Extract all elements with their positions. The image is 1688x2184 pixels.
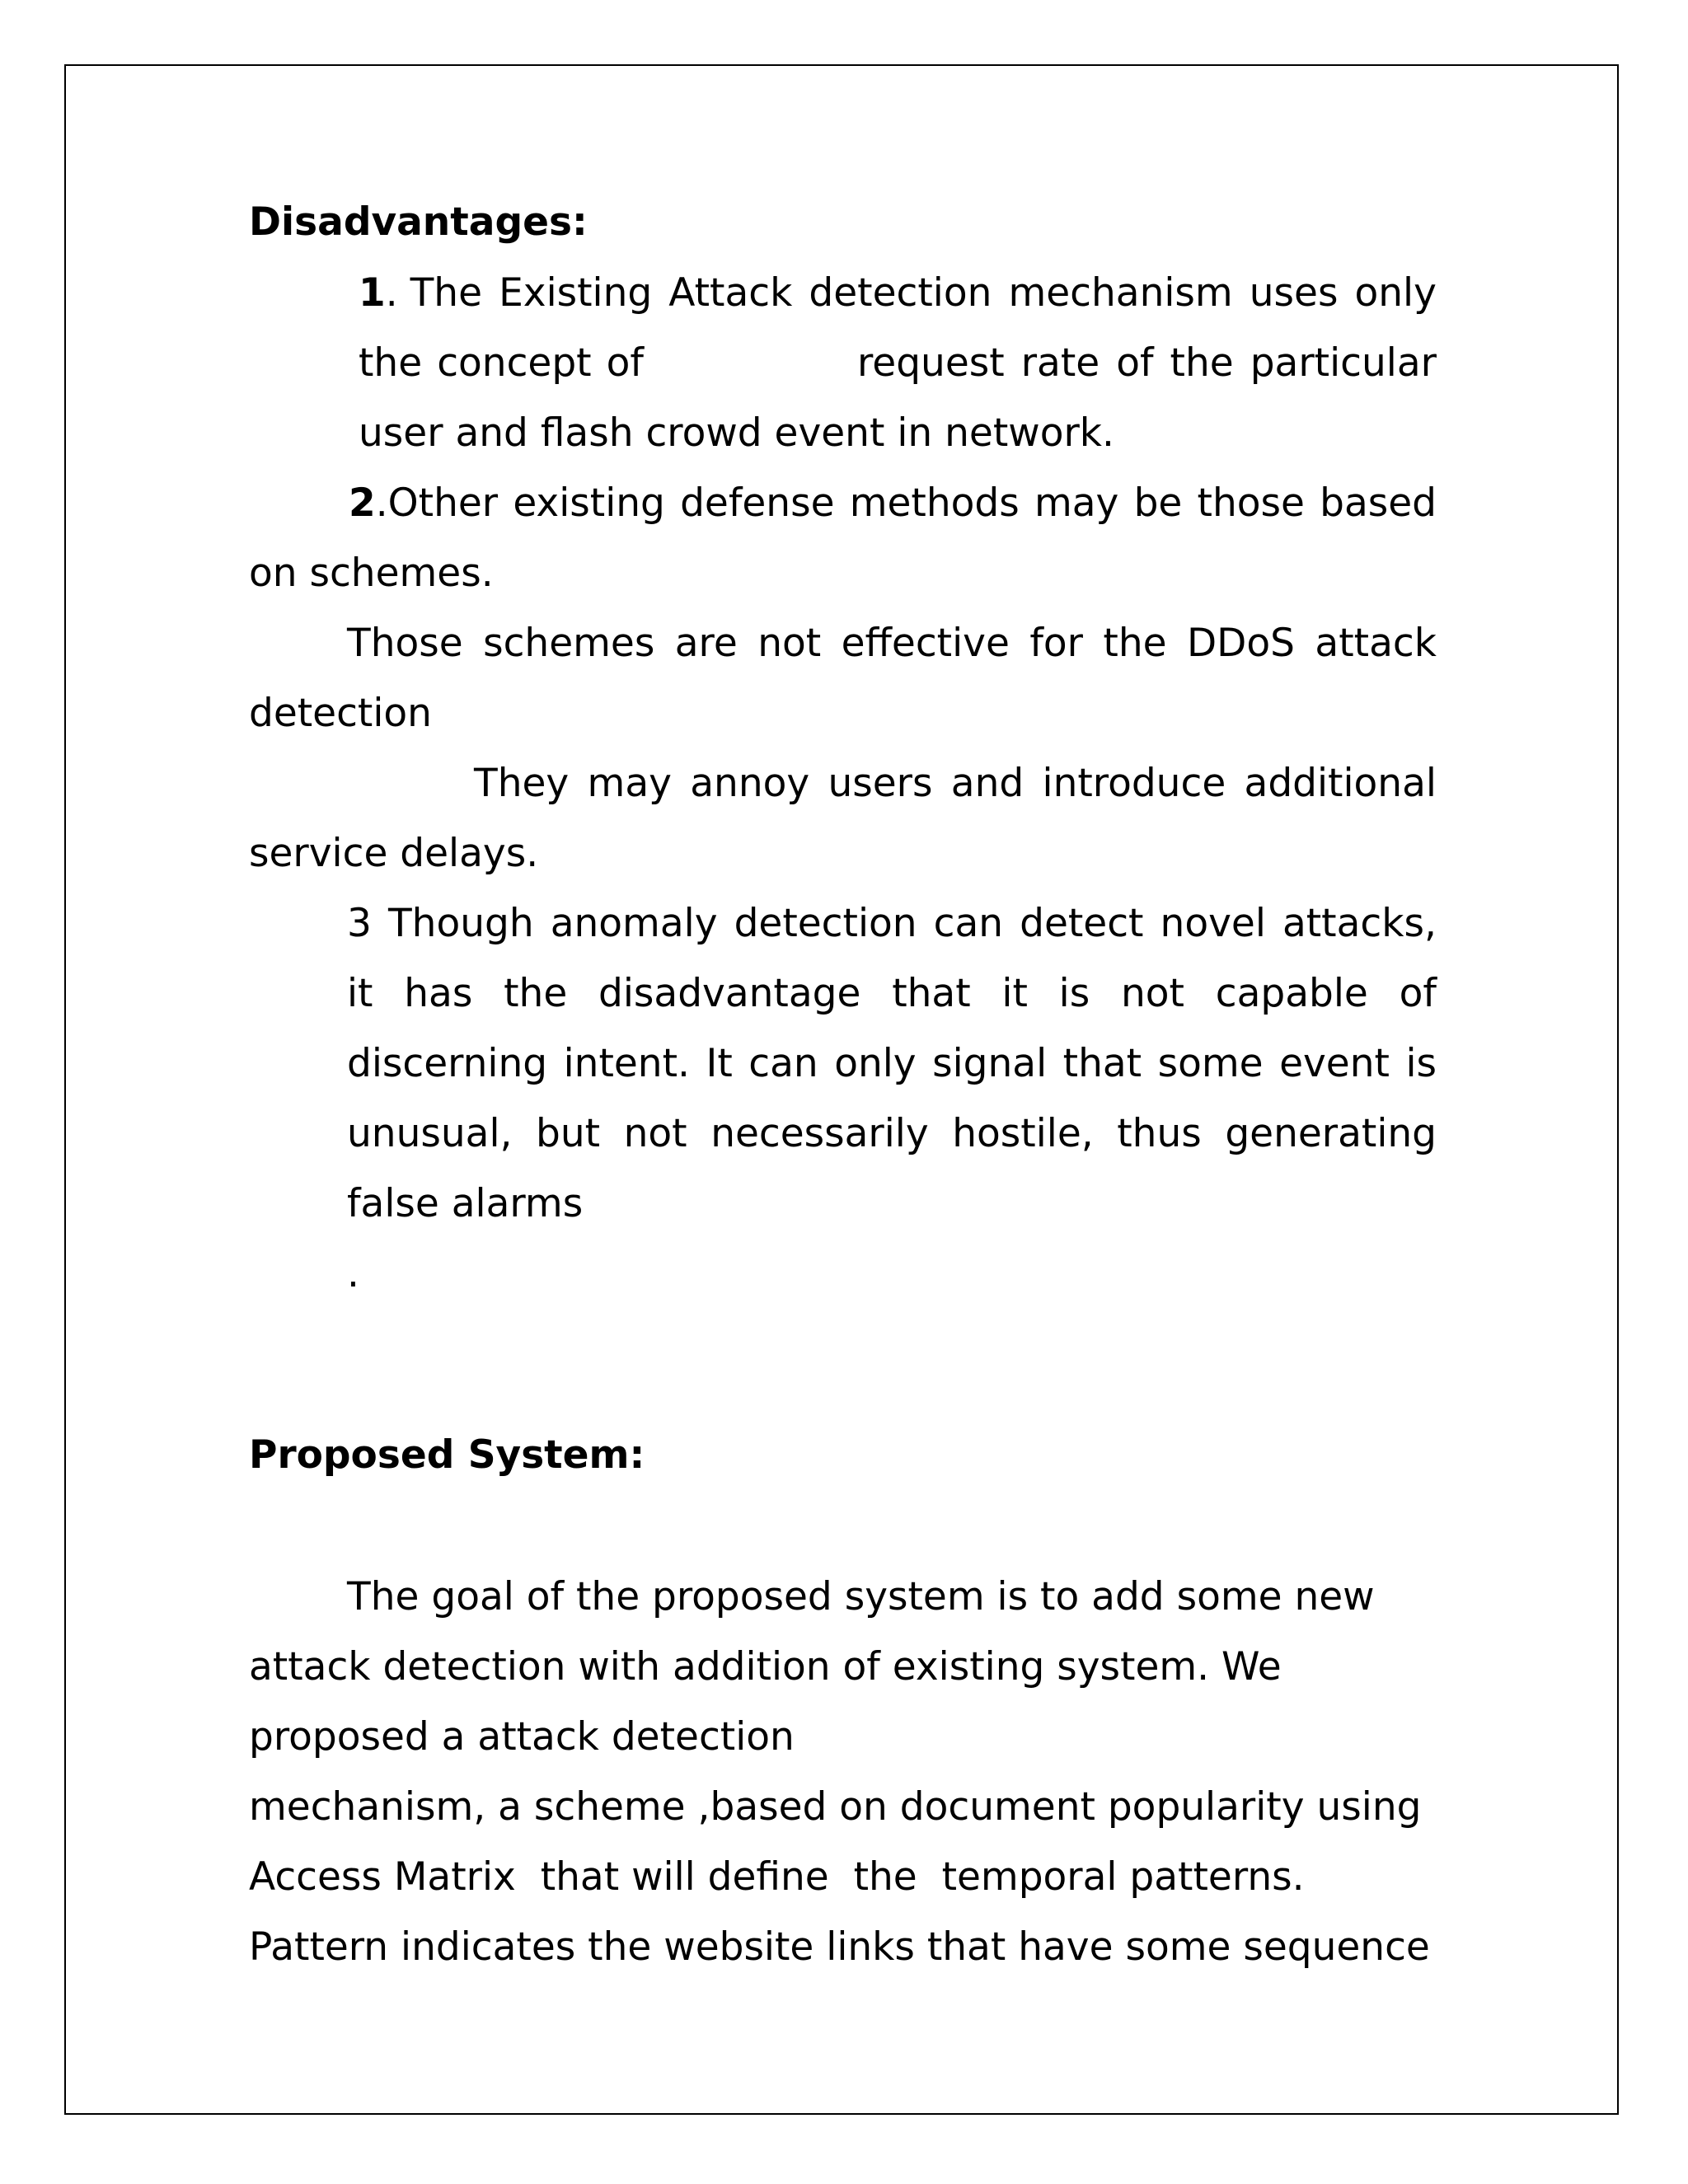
item3-line3	[347, 1038, 1437, 1090]
schemes-word: Those	[347, 621, 463, 666]
item1-word: uses	[1249, 270, 1339, 316]
proposed-line: Access Matrix that will define the temporal patterns.	[249, 1854, 1305, 1900]
item3-word: Though	[387, 901, 534, 946]
item3-word: event	[1279, 1041, 1390, 1086]
item3-word: has	[404, 971, 473, 1016]
item3-word: disadvantage	[598, 971, 861, 1016]
item3-word: is	[1405, 1041, 1437, 1086]
item3-word: generating	[1225, 1111, 1437, 1156]
item3-word: capable	[1215, 971, 1368, 1016]
item1-word: particular	[1250, 340, 1437, 386]
proposed-line: Pattern indicates the website links that have some sequence	[249, 1924, 1430, 1970]
item2-word: be	[1133, 480, 1183, 526]
item1-word: of	[606, 340, 644, 386]
schemes-word: the	[1103, 621, 1167, 666]
item3-word: can	[748, 1041, 818, 1086]
item3-word: It	[706, 1041, 733, 1086]
item1-word: of	[1116, 340, 1154, 386]
item3-word: not	[623, 1111, 687, 1156]
item3-word: unusual,	[347, 1111, 513, 1156]
item3-word: not	[1120, 971, 1184, 1016]
proposed-line: The goal of the proposed system is to add some new	[347, 1574, 1375, 1619]
item1-word: only	[1354, 270, 1437, 316]
item3-word: hostile,	[952, 1111, 1094, 1156]
item1-line2a	[359, 337, 644, 390]
schemes-line1	[347, 617, 1437, 670]
schemes-word: not	[757, 621, 822, 666]
annoy-word: may	[587, 761, 672, 806]
item3-word: is	[1058, 971, 1090, 1016]
item3-line2	[347, 968, 1437, 1020]
item3-word: can	[933, 901, 1004, 946]
item3-line4	[347, 1108, 1437, 1160]
item2-line1	[349, 477, 1437, 530]
item3-word: some	[1157, 1041, 1264, 1086]
item1-line2b	[857, 337, 1437, 390]
item3-word: attacks,	[1282, 901, 1437, 946]
item3-word: that	[892, 971, 971, 1016]
item1-word: the	[359, 340, 423, 386]
annoy-line1	[474, 757, 1437, 810]
item2-line2: on schemes.	[249, 551, 494, 596]
annoy-word: additional	[1244, 761, 1437, 806]
item2-word: methods	[849, 480, 1020, 526]
item3-line6: .	[347, 1251, 359, 1296]
proposed-heading: Proposed System:	[249, 1432, 645, 1478]
item3-word: anomaly	[550, 901, 718, 946]
item1-line3: user and flash crowd event in network.	[359, 410, 1114, 456]
item1-word: mechanism	[1008, 270, 1233, 316]
schemes-word: for	[1029, 621, 1083, 666]
item1-word: the	[1170, 340, 1234, 386]
item2-word: defense	[680, 480, 835, 526]
item3-word: of	[1399, 971, 1437, 1016]
item3-word: thus	[1117, 1111, 1202, 1156]
schemes-word: attack	[1315, 621, 1437, 666]
item1-first-word	[359, 267, 482, 320]
item3-word: signal	[932, 1041, 1048, 1086]
item3-line5: false alarms	[347, 1181, 584, 1226]
item2-word: based	[1320, 480, 1437, 526]
item3-word: discerning	[347, 1041, 548, 1086]
item1-word: concept	[437, 340, 592, 386]
item3-line1	[347, 898, 1437, 950]
item3-word: necessarily	[710, 1111, 929, 1156]
schemes-word: schemes	[483, 621, 655, 666]
item3-word: that	[1062, 1041, 1142, 1086]
schemes-word: DDoS	[1186, 621, 1295, 666]
schemes-line2: detection	[249, 691, 432, 736]
annoy-word: introduce	[1042, 761, 1226, 806]
item3-word: detection	[734, 901, 917, 946]
item1-word: request	[857, 340, 1005, 386]
annoy-word: and	[950, 761, 1025, 806]
annoy-line2: service delays.	[249, 831, 539, 876]
item2-first-word	[349, 477, 498, 530]
item3-word: it	[1001, 971, 1028, 1016]
item3-word: novel	[1160, 901, 1266, 946]
disadvantages-heading: Disadvantages:	[249, 199, 588, 245]
item1-word: detection	[809, 270, 992, 316]
item1-word: . The	[385, 270, 482, 316]
schemes-word: are	[674, 621, 738, 666]
annoy-word: They	[474, 761, 570, 806]
item1-word: Existing	[499, 270, 653, 316]
item3-word: detect	[1020, 901, 1144, 946]
item1-line1	[359, 267, 1437, 320]
item1-word: Attack	[668, 270, 793, 316]
item1-word: rate	[1020, 340, 1100, 386]
item3-word: but	[536, 1111, 601, 1156]
item3-word: it	[347, 971, 373, 1016]
annoy-word: users	[828, 761, 933, 806]
item2-word: .Other	[375, 480, 499, 526]
item2-word: those	[1197, 480, 1305, 526]
item3-word: the	[504, 971, 568, 1016]
proposed-line: mechanism, a scheme ,based on document popularity using	[249, 1784, 1422, 1830]
item3-word: only	[834, 1041, 917, 1086]
item2-number: 2	[349, 480, 376, 526]
item1-number: 1	[359, 270, 386, 316]
item2-word: may	[1034, 480, 1119, 526]
schemes-word: effective	[841, 621, 1010, 666]
item2-word: existing	[513, 480, 665, 526]
proposed-line: attack detection with addition of existing system. We	[249, 1644, 1282, 1690]
item3-word: 3	[347, 901, 372, 946]
proposed-line: proposed a attack detection	[249, 1714, 795, 1760]
annoy-word: annoy	[690, 761, 810, 806]
item3-word: intent.	[563, 1041, 690, 1086]
